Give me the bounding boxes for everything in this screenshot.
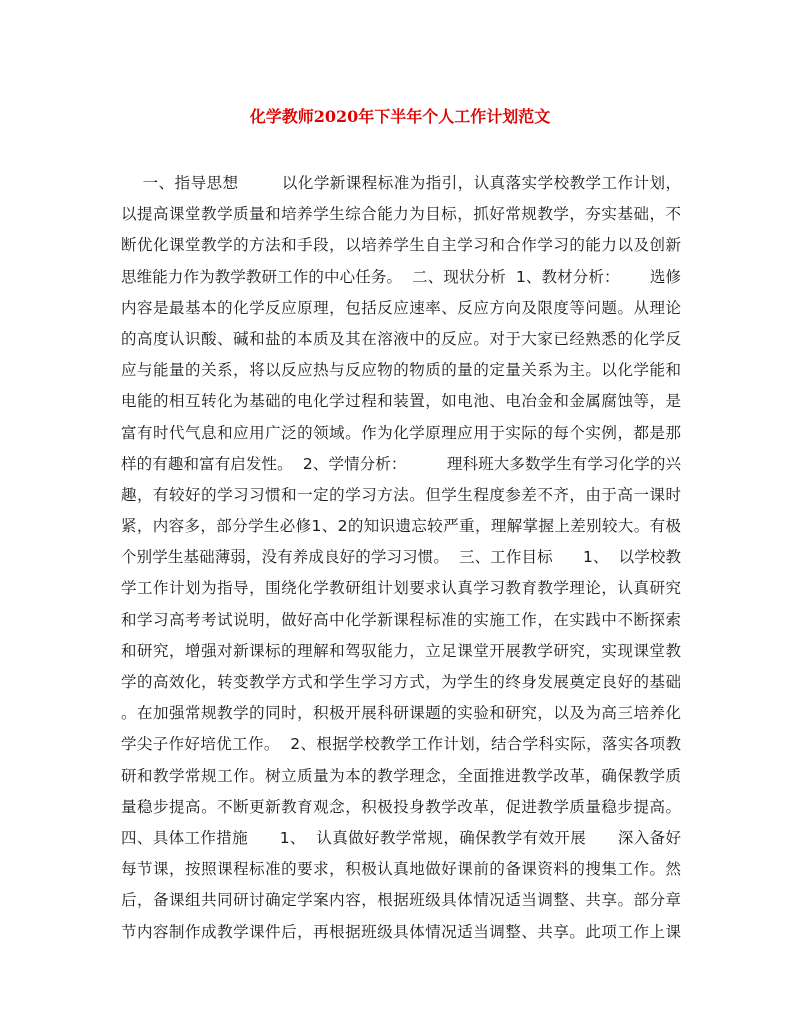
body-line: 应与能量的关系，将以反应热与反应物的物质的量的定量关系为主。以化学能和 [121,361,681,380]
body-line: 内容是最基本的化学反应原理，包括反应速率、反应方向及限度等问题。从理论 [121,298,681,317]
document-body [121,168,681,948]
body-line: 四、具体工作措施 1、 认真做好教学常规，确保教学有效开展 深入备好 [121,828,681,847]
document-title: 化学教师2020年下半年个人工作计划范文 [249,107,551,126]
body-line: 后，备课组共同研讨确定学案内容，根据班级具体情况适当调整、共享。部分章 [121,891,681,910]
body-line: 紧，内容多，部分学生必修1、2的知识遗忘较严重，理解掌握上差别较大。有极 [121,517,681,536]
body-line: 节内容制作成教学课件后，再根据班级具体情况适当调整、共享。此项工作上课 [121,922,681,941]
body-line: 趣，有较好的学习习惯和一定的学习方法。但学生程度参差不齐，由于高一课时 [121,485,681,504]
body-line: 思维能力作为教学教研工作的中心任务。 二、现状分析 1、教材分析： 选修 [121,267,681,286]
body-line: 样的有趣和富有启发性。 2、学情分析： 理科班大多数学生有学习化学的兴 [121,454,681,473]
body-line: 电能的相互转化为基础的电化学过程和装置，如电池、电冶金和金属腐蚀等，是 [121,392,681,411]
body-line: 和学习高考考试说明，做好高中化学新课程标准的实施工作，在实践中不断探索 [121,610,681,629]
body-line: 每节课，按照课程标准的要求，积极认真地做好课前的备课资料的搜集工作。然 [121,860,681,879]
body-line: 研和教学常规工作。树立质量为本的教学理念，全面推进教学改革，确保教学质 [121,766,681,785]
body-line: 一、指导思想 以化学新课程标准为指引，认真落实学校教学工作计划， [121,174,681,192]
body-line: 。在加强常规教学的同时，积极开展科研课题的实验和研究，以及为高三培养化 [121,704,681,723]
body-line: 个别学生基础薄弱，没有养成良好的学习习惯。 三、工作目标 1、 以学校教 [121,548,681,567]
body-line: 富有时代气息和应用广泛的领域。作为化学原理应用于实际的每个实例，都是那 [121,423,681,442]
body-line: 和研究，增强对新课标的理解和驾驭能力，立足课堂开展教学研究，实现课堂教 [121,641,681,660]
body-line: 学的高效化，转变教学方式和学生学习方式，为学生的终身发展奠定良好的基础 [121,673,681,691]
body-line: 以提高课堂教学质量和培养学生综合能力为目标，抓好常规教学，夯实基础，不 [121,205,681,224]
body-line: 断优化课堂教学的方法和手段，以培养学生自主学习和合作学习的能力以及创新 [121,236,681,255]
body-line: 量稳步提高。不断更新教育观念，积极投身教学改革，促进教学质量稳步提高。 [121,797,681,816]
body-line: 的高度认识酸、碱和盐的本质及其在溶液中的反应。对于大家已经熟悉的化学反 [121,329,681,348]
body-line: 学工作计划为指导，围绕化学教研组计划要求认真学习教育教学理论，认真研究 [121,579,681,598]
body-line: 学尖子作好培优工作。 2、根据学校教学工作计划，结合学科实际，落实各项教 [121,735,681,754]
